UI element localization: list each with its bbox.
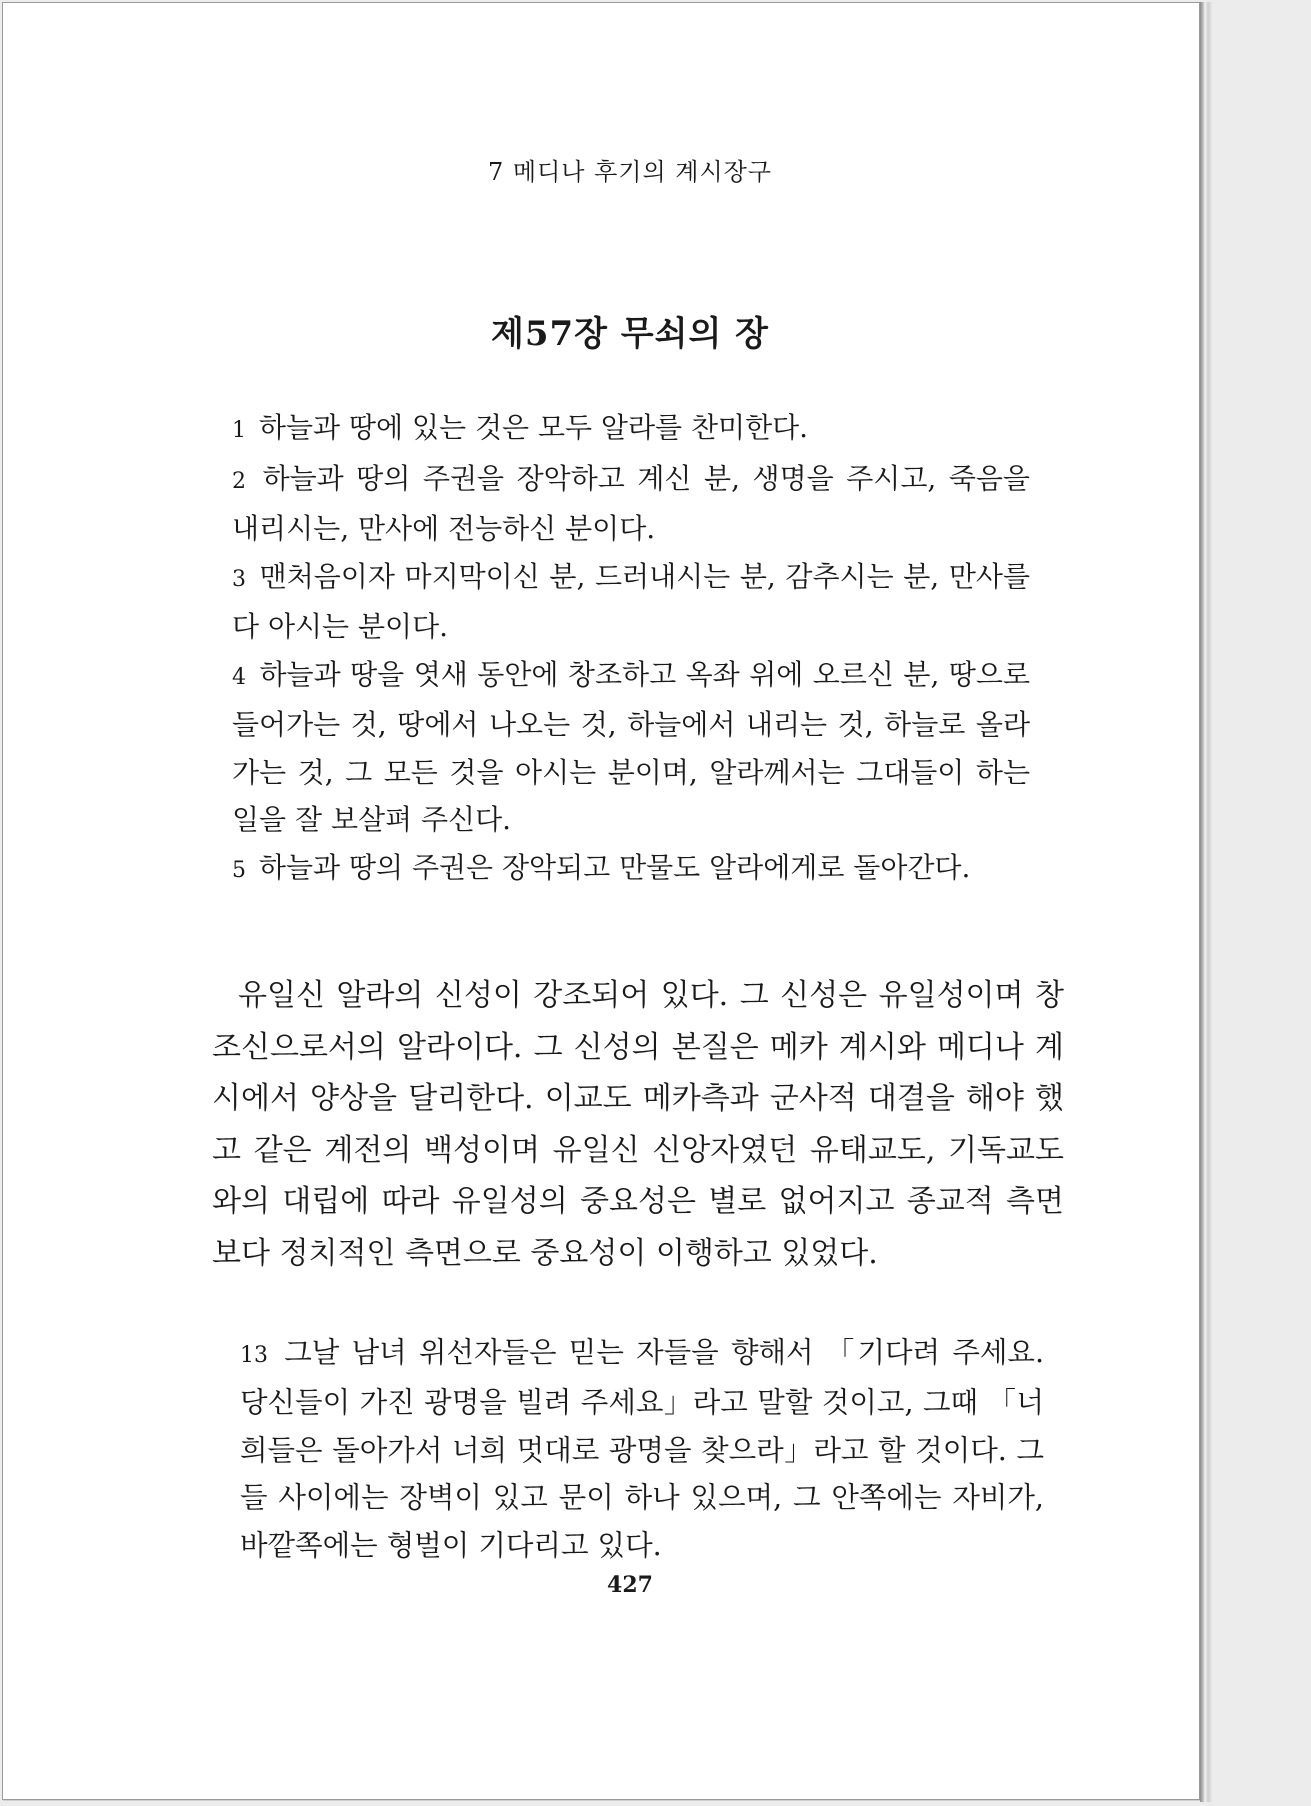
verse-3 <box>232 553 1030 651</box>
verse-text: 그날 남녀 위선자들은 믿는 자들을 향해서 「기다려 주세요. 당신들이 가진 광명을 빌려 주세요」라고 말할 것이고, 그때 「너희들은 돌아가서 너희 멋대로 광명을 찾으라」라고 할 것이다. 그들 사이에는 장벽이 있고 문이 하나 있으며, 그 안쪽에는 자비가, 바깥쪽에는 형벌이 기다리고 있다. <box>240 1335 1044 1562</box>
running-head: 7 메디나 후기의 계시장구 <box>488 158 772 186</box>
verse-1 <box>232 404 1030 455</box>
chapter-title: 제57장 무쇠의 장 <box>490 314 770 354</box>
verse-number: 2 <box>232 468 246 494</box>
verse-list <box>232 404 1030 894</box>
commentary-paragraph: 유일신 알라의 신성이 강조되어 있다. 그 신성은 유일성이며 창조신으로서의 알라이다. 그 신성의 본질은 메카 계시와 메디나 계시에서 양상을 달리한다. 이교도 메카측과 군사적 대결을 해야 했고 같은 계전의 백성이며 유일신 신앙자였던 유태교도, 기독교도와의 대립에 따라 유일성의 중요성은 별로 없어지고 종교적 측면보다 정치적인 측면으로 중요성이 이행하고 있었다. <box>212 978 1064 1271</box>
verse-4 <box>232 651 1030 844</box>
verse-5 <box>232 844 1030 895</box>
page-edge-shadow <box>1200 2 1212 1802</box>
verse-text: 하늘과 땅을 엿새 동안에 창조하고 옥좌 위에 오르신 분, 땅으로 들어가는 것, 땅에서 나오는 것, 하늘에서 내리는 것, 하늘로 올라가는 것, 그 모든 것을 아시는 분이며, 알라께서는 그대들이 하는 일을 잘 보살펴 주신다. <box>232 657 1030 836</box>
page-number: 427 <box>607 1572 653 1598</box>
verse-text: 맨처음이자 마지막이신 분, 드러내시는 분, 감추시는 분, 만사를 다 아시는 분이다. <box>232 559 1030 643</box>
verse-number: 1 <box>232 418 246 443</box>
verse-text: 하늘과 땅에 있는 것은 모두 알라를 찬미한다. <box>258 411 809 444</box>
verse-number: 13 <box>240 1342 268 1368</box>
verse-number: 4 <box>232 664 246 690</box>
verse-text: 하늘과 땅의 주권을 장악하고 계신 분, 생명을 주시고, 죽음을 내리시는, 만사에 전능하신 분이다. <box>232 461 1030 545</box>
quoted-verse <box>240 1329 1044 1570</box>
verse-number: 3 <box>232 566 246 592</box>
verse-2 <box>232 455 1030 553</box>
verse-text: 하늘과 땅의 주권은 장악되고 만물도 알라에게로 돌아간다. <box>258 850 971 884</box>
verse-number: 5 <box>232 857 246 883</box>
